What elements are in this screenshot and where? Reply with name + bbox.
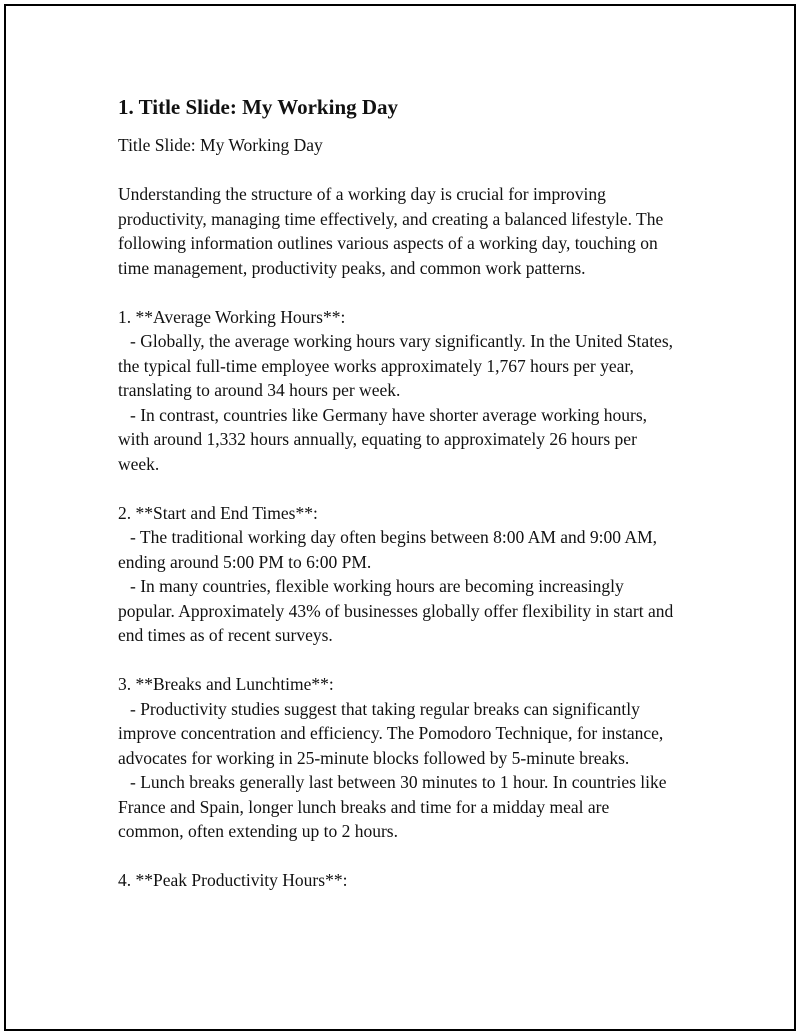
document-body bbox=[118, 94, 678, 917]
section-average-working-hours bbox=[118, 305, 678, 477]
section-bullet: - Globally, the average working hours vary significantly. In the United States, the typical full-time employee works approximately 1,767 hours per year, translating to around 34 hours per week. bbox=[118, 331, 674, 400]
section-title: 2. **Start and End Times**: bbox=[118, 502, 318, 523]
section-bullet: - Productivity studies suggest that taking regular breaks can significantly improve concentration and efficiency. The Pomodoro Technique, for instance, advocates for working in 25-minute blocks followed by 5-minute breaks. bbox=[118, 698, 664, 768]
section-bullet: - In contrast, countries like Germany have shorter average working hours, with around 1,332 hours annually, equating to approximately 26 hours per week. bbox=[118, 404, 648, 474]
section-peak-productivity bbox=[118, 868, 678, 893]
intro-paragraph: Understanding the structure of a working day is crucial for improving productivity, managing time effectively, and creating a balanced lifestyle. The following information outlines various aspects of a working day, touching on time management, productivity peaks, and common work patterns. bbox=[118, 184, 664, 278]
section-title: 4. **Peak Productivity Hours**: bbox=[118, 870, 348, 890]
section-bullet: - Lunch breaks generally last between 30 minutes to 1 hour. In countries like France and Spain, longer lunch breaks and time for a midday meal are common, often extending up to 2 hours. bbox=[118, 772, 667, 841]
document-subtitle: Title Slide: My Working Day bbox=[118, 135, 323, 155]
section-title: 1. **Average Working Hours**: bbox=[118, 306, 346, 327]
section-title: 3. **Breaks and Lunchtime**: bbox=[118, 674, 334, 694]
section-start-end-times bbox=[118, 501, 678, 648]
document-heading: 1. Title Slide: My Working Day bbox=[118, 95, 399, 119]
section-breaks-lunchtime bbox=[118, 672, 678, 844]
section-bullet: - In many countries, flexible working hours are becoming increasingly popular. Approximately 43% of businesses globally offer flexibility in start and end times as of recent surveys. bbox=[118, 576, 674, 645]
section-bullet: - The traditional working day often begins between 8:00 AM and 9:00 AM, ending around 5:00 PM to 6:00 PM. bbox=[118, 527, 658, 572]
